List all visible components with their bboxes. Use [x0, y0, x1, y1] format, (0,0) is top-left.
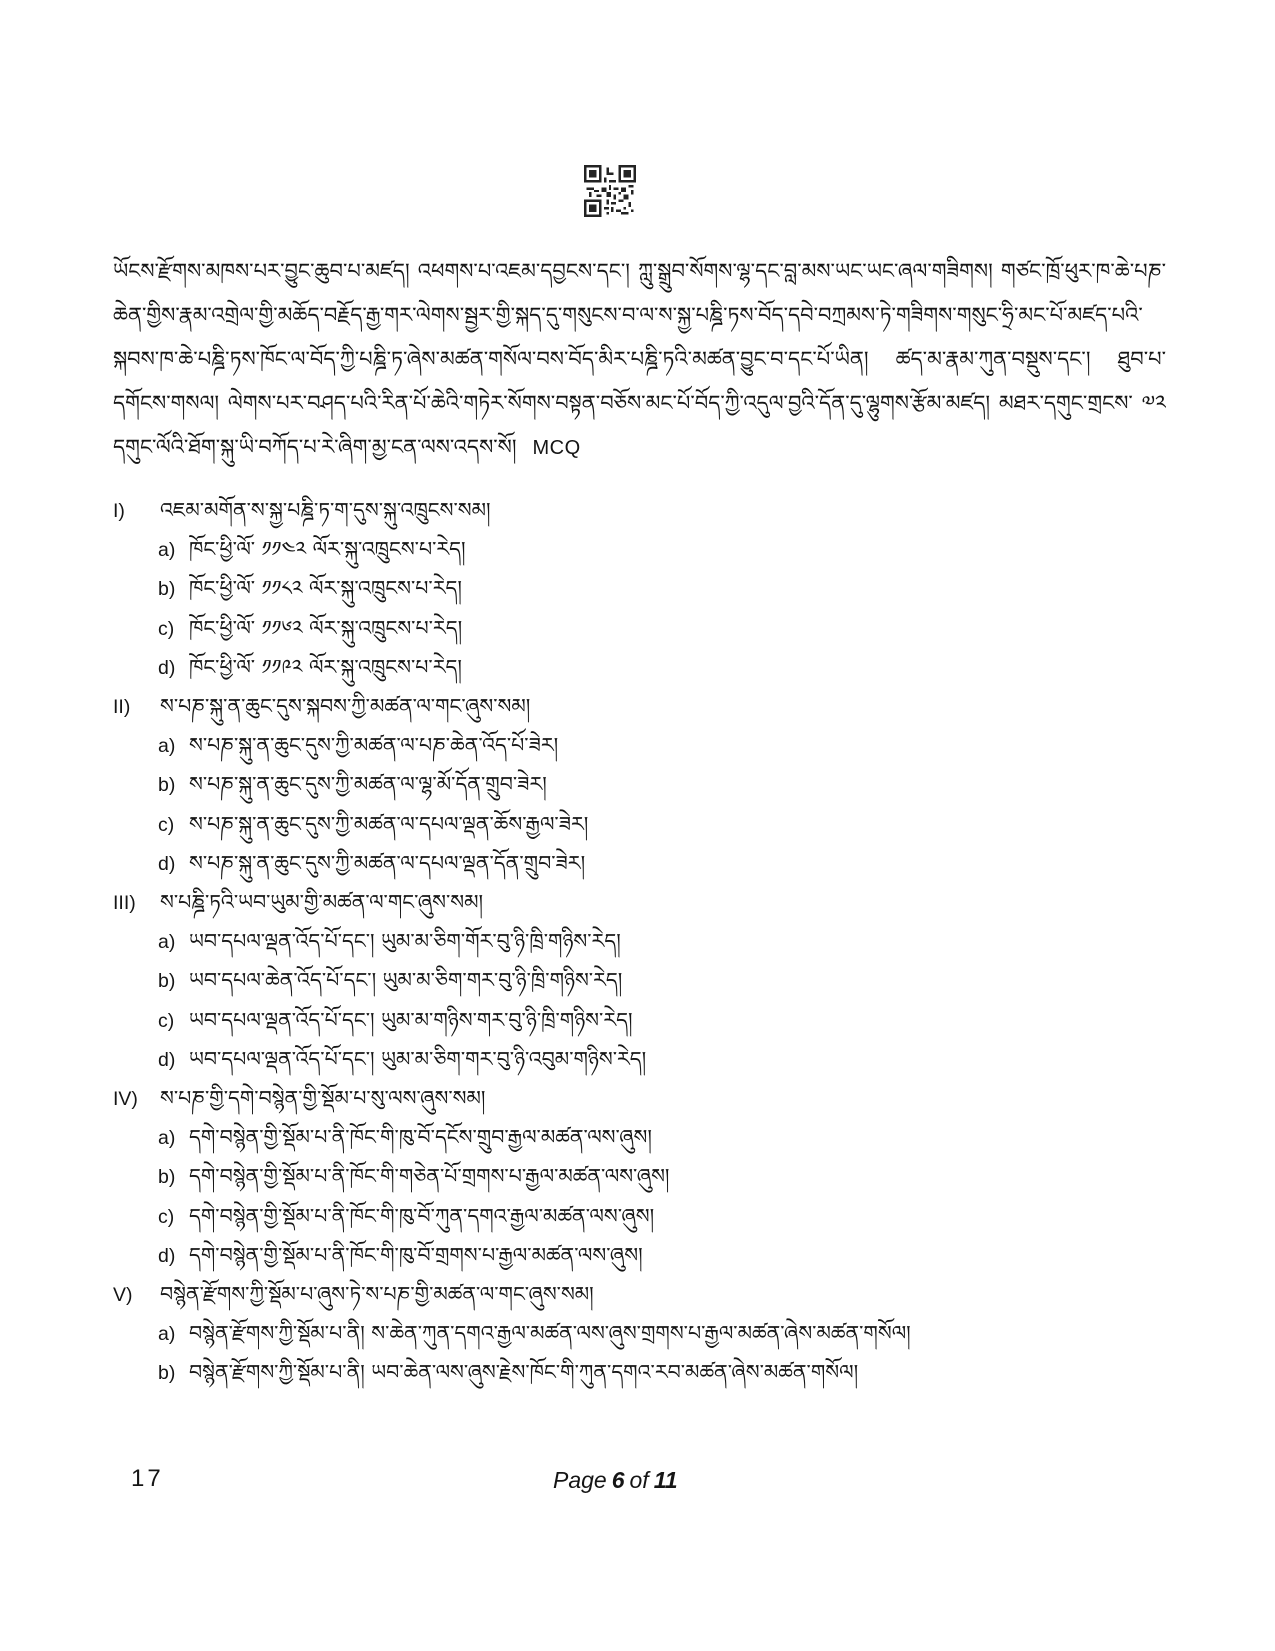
- mcq-label: MCQ: [532, 437, 581, 459]
- option-text: ཡབ་དཔལ་ལྡན་འོད་པོ་དང་། ཡུམ་མ་ཅིག་གར་བུ་ཉི་འབུམ་གཉིས་རེད།: [189, 1046, 647, 1071]
- question-4: [113, 1079, 1166, 1275]
- page-total: 11: [653, 1467, 678, 1493]
- option-label: c): [158, 1205, 175, 1228]
- option-label: b): [158, 578, 176, 601]
- question-3-option-d: [113, 1040, 1166, 1079]
- question-4-option-d: [113, 1236, 1166, 1275]
- question-1-option-d: [113, 648, 1166, 687]
- option-label: b): [158, 1362, 176, 1385]
- question-4-option-a: [113, 1118, 1166, 1157]
- option-text: དགེ་བསྙེན་གྱི་སྡོམ་པ་ནི་ཁོང་གི་ཁུ་བོ་དངོས་གྲུབ་རྒྱལ་མཚན་ལས་ཞུས།: [189, 1125, 652, 1150]
- option-text: དགེ་བསྙེན་གྱི་སྡོམ་པ་ནི་ཁོང་གི་ཁུ་བོ་གྲགས་པ་རྒྱལ་མཚན་ལས་ཞུས།: [189, 1242, 643, 1267]
- question-2-text: ས་པཎ་སྐུ་ན་ཆུང་དུས་སྐབས་ཀྱི་མཚན་ལ་གང་ཞུས་སམ།: [160, 694, 531, 719]
- page-content: [113, 228, 1166, 1393]
- option-text: བསྙེན་རྫོགས་ཀྱི་སྡོམ་པ་ནི། ཡབ་ཆེན་ལས་ཞུས་རྗེས་ཁོང་གི་ཀུན་དགའ་རབ་མཚན་ཞེས་མཚན་གསོལ།: [189, 1360, 859, 1385]
- question-3-option-c: [113, 1001, 1166, 1040]
- option-label: a): [158, 931, 176, 954]
- option-text: ས་པཎ་སྐུ་ན་ཆུང་དུས་ཀྱི་མཚན་ལ་ལྷ་མོ་དོན་གྲུབ་ཟེར།: [189, 772, 547, 797]
- question-3-numeral: III): [113, 892, 136, 915]
- question-list: [113, 491, 1166, 1393]
- question-2: [113, 687, 1166, 883]
- option-label: d): [158, 1244, 176, 1267]
- question-5: [113, 1275, 1166, 1393]
- option-label: c): [158, 813, 175, 836]
- option-text: ཁོང་ཕྱི་ལོ་ ༡༡༩༢ ལོར་སྐུ་འཁྲུངས་པ་རེད།: [189, 654, 462, 679]
- question-5-numeral: V): [113, 1284, 133, 1307]
- option-label: a): [158, 735, 176, 758]
- option-text: ཡབ་དཔལ་ལྡན་འོད་པོ་དང་། ཡུམ་མ་གཉིས་གར་བུ་ཉི་ཁྲི་གཉིས་རེད།: [189, 1007, 633, 1032]
- option-text: ས་པཎ་སྐུ་ན་ཆུང་དུས་ཀྱི་མཚན་ལ་དཔལ་ལྡན་ཆོས་རྒྱལ་ཟེར།: [189, 811, 589, 836]
- option-label: d): [158, 1048, 176, 1071]
- option-text: བསྙེན་རྫོགས་ཀྱི་སྡོམ་པ་ནི། ས་ཆེན་ཀུན་དགའ་རྒྱལ་མཚན་ལས་ཞུས་གྲགས་པ་རྒྱལ་མཚན་ཞེས་མཚན་གསོལ།: [189, 1321, 911, 1346]
- question-1-text: འཇམ་མགོན་ས་སྐྱ་པཎྜི་ཏ་ག་དུས་སྐུ་འཁྲུངས་སམ།: [160, 498, 491, 522]
- option-text: ས་པཎ་སྐུ་ན་ཆུང་དུས་ཀྱི་མཚན་ལ་པཎ་ཆེན་འོད་པོ་ཟེར།: [189, 733, 559, 758]
- option-label: b): [158, 774, 176, 797]
- option-text: ཁོང་ཕྱི་ལོ་ ༡༡༦༢ ལོར་སྐུ་འཁྲུངས་པ་རེད།: [189, 615, 463, 640]
- option-label: d): [158, 656, 176, 679]
- question-4-numeral: IV): [113, 1088, 138, 1111]
- question-2-option-b: [113, 765, 1166, 804]
- question-1-option-b: [113, 569, 1166, 608]
- option-label: c): [158, 617, 175, 640]
- question-2-option-a: [113, 726, 1166, 765]
- question-3-text: ས་པཎྜི་ཏའི་ཡབ་ཡུམ་གྱི་མཚན་ལ་གང་ཞུས་སམ།: [160, 890, 484, 915]
- page-number-indicator: [553, 1467, 683, 1494]
- intro-paragraph: [113, 249, 1166, 470]
- of-word: of: [629, 1467, 649, 1493]
- option-text: ས་པཎ་སྐུ་ན་ཆུང་དུས་ཀྱི་མཚན་ལ་དཔལ་ལྡན་དོན་གྲུབ་ཟེར།: [189, 850, 586, 875]
- option-text: ཁོང་ཕྱི་ལོ་ ༡༡༤༢ ལོར་སྐུ་འཁྲུངས་པ་རེད།: [189, 537, 466, 562]
- option-label: b): [158, 970, 176, 993]
- option-label: d): [158, 852, 176, 875]
- option-text: དགེ་བསྙེན་གྱི་སྡོམ་པ་ནི་ཁོང་གི་གཅེན་པོ་གྲགས་པ་རྒྱལ་མཚན་ལས་ཞུས།: [189, 1164, 670, 1189]
- question-3-option-a: [113, 922, 1166, 961]
- question-5-option-b: [113, 1353, 1166, 1392]
- question-3: [113, 883, 1166, 1079]
- question-2-option-c: [113, 805, 1166, 844]
- page-word: Page: [553, 1467, 607, 1493]
- question-5-text: བསྙེན་རྫོགས་ཀྱི་སྡོམ་པ་ཞུས་ཏེ་ས་པཎ་གྱི་མཚན་ལ་གང་ཞུས་སམ།: [160, 1282, 594, 1307]
- option-text: ཡབ་དཔལ་ལྡན་འོད་པོ་དང་། ཡུམ་མ་ཅིག་གོར་བུ་ཉི་ཁྲི་གཉིས་རེད།: [189, 929, 621, 954]
- option-label: a): [158, 1127, 176, 1150]
- question-2-option-d: [113, 844, 1166, 883]
- option-label: a): [158, 1323, 176, 1346]
- question-1-option-a: [113, 530, 1166, 569]
- question-4-option-c: [113, 1197, 1166, 1236]
- qr-code: [584, 165, 636, 217]
- option-label: c): [158, 1009, 175, 1032]
- question-1: [113, 491, 1166, 687]
- question-5-option-a: [113, 1314, 1166, 1353]
- question-4-option-b: [113, 1157, 1166, 1196]
- option-text: དགེ་བསྙེན་གྱི་སྡོམ་པ་ནི་ཁོང་གི་ཁུ་བོ་ཀུན་དགའ་རྒྱལ་མཚན་ལས་ཞུས།: [189, 1203, 655, 1228]
- option-text: ཁོང་ཕྱི་ལོ་ ༡༡༨༢ ལོར་སྐུ་འཁྲུངས་པ་རེད།: [189, 576, 462, 601]
- intro-text: ཡོངས་རྫོགས་མཁས་པར་བྱུང་ཆུབ་པ་མཛད། འཕགས་པ་འཇམ་དབྱངས་དང་། ཀླུ་སྒྲུབ་སོགས་ལྷ་དང་བླ་མས་ཡང་ཡང་ཞལ་གཟིགས། གཙང་ཁྲོ་ཕུར་ཁ་ཆེ་པཎ་ཆེན་གྱིས་རྣམ་འགྲེལ་གྱི་མཆོད་བརྗོད་རྒྱ་གར་ལེགས་སྦྱར་གྱི་སྐད་དུ་གསུངས་བ་ལ་ས་སྐྱ་པཎྜི་ཏས་བོད་དབེ་བཀྲམས་ཏེ་གཟིགས་གསུང་ཧྲི་མང་པོ་མཛད་པའི་སྐབས་ཁ་ཆེ་པཎྜི་ཏས་ཁོང་ལ་བོད་ཀྱི་པཎྜི་ཏ་ཞེས་མཚན་གསོལ་བས་བོད་མིར་པཎྜི་ཏའི་མཚན་བྱུང་བ་དང་པོ་ཡིན། ཚད་མ་རྣམ་ཀུན་བསྡུས་དང་། ཐུབ་པ་དགོངས་གསལ། ལེགས་པར་བཤད་པའི་རིན་པོ་ཆེའི་གཏེར་སོགས་བསྟན་བཅོས་མང་པོ་བོད་ཀྱི་འདུལ་བྱའི་དོན་དུ་ལྷུགས་རྩོམ་མཛད། མཐར་དགུང་གྲངས་ ༧༢ དགུང་ལོའི་ཐོག་སྐུ་ཡི་བཀོད་པ་རེ་ཞིག་མྱ་ངན་ལས་འདས་སོ།: [113, 259, 1166, 459]
- question-paper-number: 17: [131, 1465, 164, 1492]
- option-label: b): [158, 1166, 176, 1189]
- option-text: ཡབ་དཔལ་ཆེན་འོད་པོ་དང་། ཡུམ་མ་ཅིག་གར་བུ་ཉི་ཁྲི་གཉིས་རེད།: [189, 968, 623, 993]
- option-label: a): [158, 539, 176, 562]
- question-2-numeral: II): [113, 696, 131, 719]
- question-1-numeral: I): [113, 500, 125, 522]
- page-current: 6: [611, 1467, 625, 1493]
- question-3-option-b: [113, 961, 1166, 1000]
- question-1-option-c: [113, 609, 1166, 648]
- question-4-text: ས་པཎ་གྱི་དགེ་བསྙེན་གྱི་སྡོམ་པ་སུ་ལས་ཞུས་སམ།: [160, 1086, 486, 1111]
